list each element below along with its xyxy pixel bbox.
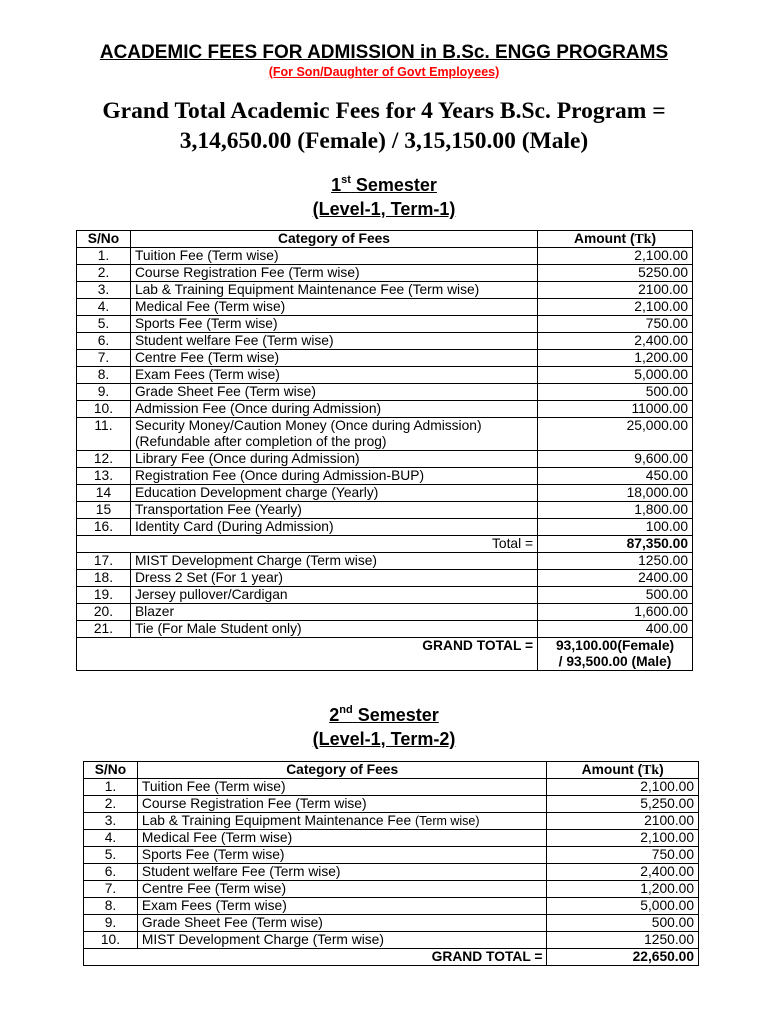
semester2-word: Semester [357,705,439,725]
row-sno: 3. [77,282,131,299]
semester1-word: Semester [355,175,437,195]
row-category: Dress 2 Set (For 1 year) [130,570,537,587]
row-category-line1: Security Money/Caution Money (Once during Admission) [134,418,482,433]
table-row [77,587,693,604]
row-category: Grade Sheet Fee (Term wise) [130,384,537,401]
row-amount: 1250.00 [547,932,699,949]
row-amount: 5,000.00 [547,898,699,915]
row-sno: 4. [84,830,138,847]
table-row [77,367,693,384]
row-category-main: Lab & Training Equipment Maintenance Fee [141,813,415,828]
row-category [130,418,537,451]
header-sno: S/No [77,231,131,248]
table-row [77,248,693,265]
grand-total-heading [0,96,768,156]
taka-label: Tk [642,762,660,777]
table-row [77,282,693,299]
grand-total-line1: Grand Total Academic Fees for 4 Years B.Sc. Program = [102,98,666,124]
table-row [77,316,693,333]
row-sno: 4. [77,299,131,316]
row-category: MIST Development Charge (Term wise) [137,932,546,949]
row-sno: 3. [84,813,138,830]
table-row [77,553,693,570]
row-sno: 6. [77,333,131,350]
page-subtitle: (For Son/Daughter of Govt Employees) [268,65,500,79]
row-category: Exam Fees (Term wise) [137,898,546,915]
row-amount: 9,600.00 [538,451,693,468]
total-label: Total = [77,536,538,553]
row-category: Identity Card (During Admission) [130,519,537,536]
table-row [77,570,693,587]
table-row [77,621,693,638]
table-row [84,779,699,796]
row-category: Course Registration Fee (Term wise) [130,265,537,282]
row-amount: 500.00 [538,587,693,604]
page-title: ACADEMIC FEES FOR ADMISSION in B.Sc. ENGG PROGRAMS [99,42,669,63]
row-sno: 21. [77,621,131,638]
row-category: Admission Fee (Once during Admission) [130,401,537,418]
row-category: Lab & Training Equipment Maintenance Fee (Term wise) [130,282,537,299]
table-row [77,265,693,282]
header-category: Category of Fees [130,231,537,248]
header-amount: Amount (Tk) [547,762,699,779]
table-row [77,451,693,468]
row-category: Jersey pullover/Cardigan [130,587,537,604]
grand-total-value [538,638,693,671]
row-sno: 1. [84,779,138,796]
row-amount: 5250.00 [538,265,693,282]
row-category: Medical Fee (Term wise) [130,299,537,316]
grand-total-male: / 93,500.00 (Male) [558,654,672,669]
row-sno: 9. [84,915,138,932]
table-row [77,333,693,350]
row-sno: 16. [77,519,131,536]
row-sno: 10. [84,932,138,949]
row-amount: 1,800.00 [538,502,693,519]
grand-total-row [77,638,693,671]
semester1-fee-table [76,230,693,671]
row-sno: 20. [77,604,131,621]
row-amount: 1250.00 [538,553,693,570]
row-category: Centre Fee (Term wise) [130,350,537,367]
table-row [77,604,693,621]
row-category: Tuition Fee (Term wise) [137,779,546,796]
table-row [84,915,699,932]
row-amount: 2400.00 [538,570,693,587]
grand-total-label: GRAND TOTAL = [77,638,538,671]
table-header-row [77,231,693,248]
row-amount: 18,000.00 [538,485,693,502]
row-sno: 1. [77,248,131,265]
row-sno: 15 [77,502,131,519]
row-amount: 750.00 [538,316,693,333]
semester2-ordinal: 2 [329,705,340,725]
row-sno: 7. [84,881,138,898]
grand-total-line2: 3,14,650.00 (Female) / 3,15,150.00 (Male) [179,128,589,154]
table-row [84,881,699,898]
row-sno: 8. [77,367,131,384]
row-amount: 500.00 [547,915,699,932]
table-row [77,502,693,519]
row-sno: 2. [77,265,131,282]
row-sno: 19. [77,587,131,604]
table-row [84,898,699,915]
table-row [84,796,699,813]
total-row [77,536,693,553]
row-sno: 5. [84,847,138,864]
semester1-suffix: st [341,174,351,186]
row-sno: 13. [77,468,131,485]
row-amount: 5,250.00 [547,796,699,813]
row-amount: 2,100.00 [547,779,699,796]
row-category: MIST Development Charge (Term wise) [130,553,537,570]
table-row [77,485,693,502]
row-category: Blazer [130,604,537,621]
row-category: Exam Fees (Term wise) [130,367,537,384]
row-category: Student welfare Fee (Term wise) [130,333,537,350]
row-category: Education Development charge (Yearly) [130,485,537,502]
semester1-level: (Level-1, Term-1) [312,199,456,219]
table-row [77,418,693,451]
table-row [77,384,693,401]
table-row [77,519,693,536]
row-amount: 1,200.00 [538,350,693,367]
table-row [77,401,693,418]
semester1-heading [0,169,768,221]
semester2-level: (Level-1, Term-2) [312,729,456,749]
row-amount: 2,100.00 [538,248,693,265]
table-row [77,299,693,316]
semester2-heading [0,699,768,751]
row-amount: 750.00 [547,847,699,864]
row-sno: 14 [77,485,131,502]
row-category: Course Registration Fee (Term wise) [137,796,546,813]
semester2-fee-table [83,761,699,966]
row-amount: 500.00 [538,384,693,401]
table-header-row [84,762,699,779]
row-sno: 6. [84,864,138,881]
grand-total-female: 93,100.00(Female) [555,638,675,653]
row-sno: 12. [77,451,131,468]
semester2-suffix: nd [339,704,353,716]
row-category: Tuition Fee (Term wise) [130,248,537,265]
row-amount: 100.00 [538,519,693,536]
row-sno: 2. [84,796,138,813]
row-amount: 2,100.00 [547,830,699,847]
grand-total-value: 22,650.00 [547,949,699,966]
row-sno: 11. [77,418,131,451]
row-amount: 450.00 [538,468,693,485]
row-amount: 1,200.00 [547,881,699,898]
row-category: Student welfare Fee (Term wise) [137,864,546,881]
row-amount: 2100.00 [547,813,699,830]
row-category: Centre Fee (Term wise) [137,881,546,898]
row-amount: 400.00 [538,621,693,638]
row-category-line2: (Refundable after completion of the prog) [134,434,387,449]
row-category: Library Fee (Once during Admission) [130,451,537,468]
table-row [77,468,693,485]
row-sno: 18. [77,570,131,587]
row-sno: 8. [84,898,138,915]
row-category: Grade Sheet Fee (Term wise) [137,915,546,932]
row-amount: 1,600.00 [538,604,693,621]
row-sno: 9. [77,384,131,401]
row-sno: 17. [77,553,131,570]
row-category: Tie (For Male Student only) [130,621,537,638]
row-sno: 10. [77,401,131,418]
row-amount: 11000.00 [538,401,693,418]
row-category: Transportation Fee (Yearly) [130,502,537,519]
row-sno: 5. [77,316,131,333]
header-amount: Amount (Tk) [538,231,693,248]
table-row [84,830,699,847]
row-amount: 2,100.00 [538,299,693,316]
row-amount: 2100.00 [538,282,693,299]
table-row [77,350,693,367]
row-amount: 2,400.00 [538,333,693,350]
table-row [84,864,699,881]
row-sno: 7. [77,350,131,367]
grand-total-label: GRAND TOTAL = [84,949,547,966]
row-category [137,813,546,830]
row-amount: 25,000.00 [538,418,693,451]
header-sno: S/No [84,762,138,779]
row-category-small: (Term wise) [414,814,480,828]
row-category: Sports Fee (Term wise) [137,847,546,864]
semester1-ordinal: 1 [331,175,342,195]
table-row [84,847,699,864]
row-amount: 5,000.00 [538,367,693,384]
row-category: Registration Fee (Once during Admission-BUP) [130,468,537,485]
grand-total-row [84,949,699,966]
total-value: 87,350.00 [538,536,693,553]
row-category: Sports Fee (Term wise) [130,316,537,333]
table-row [84,813,699,830]
taka-label: Tk [634,231,652,246]
row-amount: 2,400.00 [547,864,699,881]
table-row [84,932,699,949]
header-category: Category of Fees [137,762,546,779]
row-category: Medical Fee (Term wise) [137,830,546,847]
